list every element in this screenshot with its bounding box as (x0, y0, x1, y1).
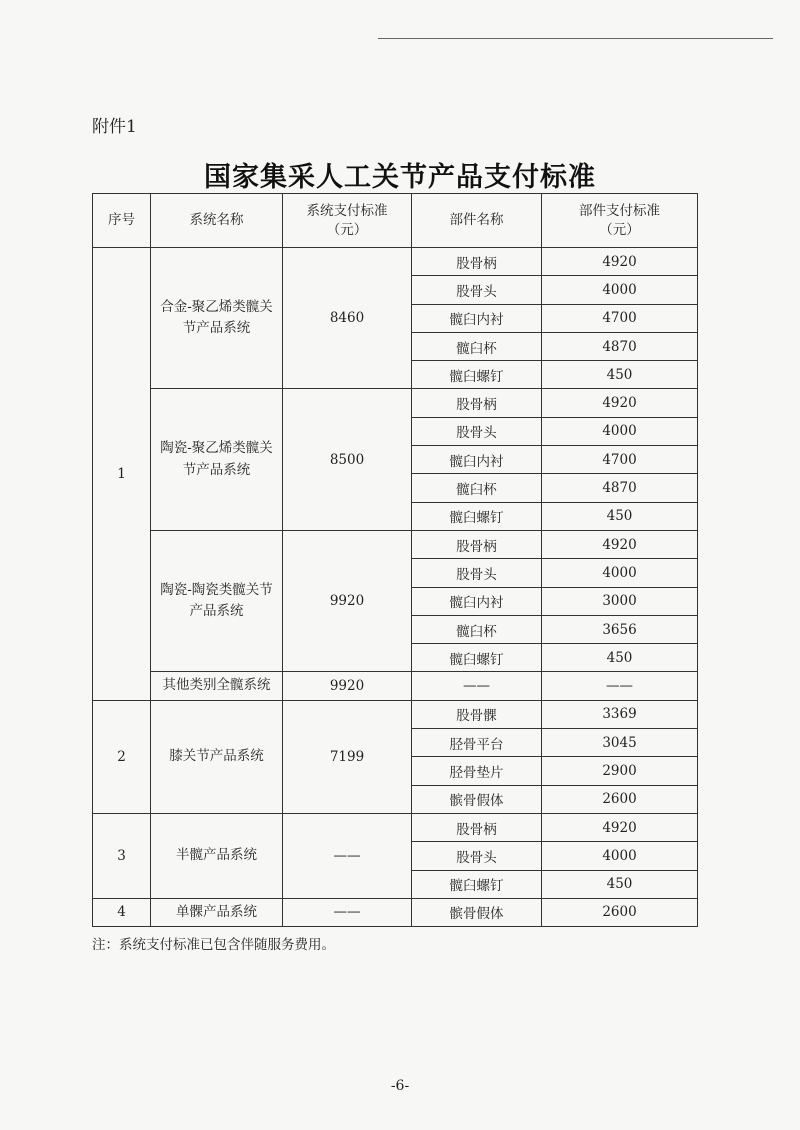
attachment-label: 附件1 (92, 117, 137, 137)
part-standard-cell: 3000 (542, 587, 698, 615)
part-name-cell: 髋臼杯 (412, 332, 542, 360)
part-standard-cell: 4700 (542, 446, 698, 474)
part-name-cell: 髋臼螺钉 (412, 870, 542, 898)
system-name-cell: 单髁产品系统 (151, 898, 283, 926)
table-row (93, 672, 698, 700)
part-name-cell: 股骨头 (412, 417, 542, 445)
header-system-standard-unit: （元） (326, 221, 368, 238)
system-name-cell: 陶瓷-陶瓷类髋关节产品系统 (151, 530, 283, 671)
system-standard-cell: —— (283, 813, 412, 898)
part-standard-cell: 2600 (542, 785, 698, 813)
part-name-cell: 髋臼内衬 (412, 304, 542, 332)
part-name-cell: 股骨头 (412, 559, 542, 587)
table-row (93, 813, 698, 841)
part-standard-cell: 450 (542, 361, 698, 389)
page-number: -6- (390, 1078, 410, 1094)
system-name-cell: 陶瓷-聚乙烯类髋关节产品系统 (151, 389, 283, 530)
group-number-cell: 3 (93, 813, 151, 898)
part-standard-cell: 2900 (542, 757, 698, 785)
table-row (93, 389, 698, 417)
part-name-cell: 股骨柄 (412, 813, 542, 841)
system-standard-cell: —— (283, 898, 412, 926)
table-row (93, 700, 698, 728)
part-standard-cell: 4870 (542, 474, 698, 502)
part-name-cell: 髋臼杯 (412, 474, 542, 502)
header-part-standard-label: 部件支付标准 (579, 203, 660, 220)
system-standard-cell: 7199 (283, 700, 412, 813)
header-part-standard-unit: （元） (599, 221, 640, 238)
part-name-cell: 髌骨假体 (412, 785, 542, 813)
part-standard-cell: —— (542, 672, 698, 700)
part-standard-cell: 450 (542, 502, 698, 530)
part-standard-cell: 4920 (542, 530, 698, 558)
part-name-cell: 髋臼杯 (412, 615, 542, 643)
part-name-cell: 髋臼内衬 (412, 446, 542, 474)
part-name-cell: —— (412, 672, 542, 700)
table-header-row (93, 194, 698, 248)
part-standard-cell: 4920 (542, 813, 698, 841)
part-standard-cell: 4920 (542, 389, 698, 417)
part-standard-cell: 4000 (542, 276, 698, 304)
system-standard-cell: 8460 (283, 248, 412, 389)
table-row (93, 898, 698, 926)
header-part-standard (542, 194, 698, 248)
header-system-standard-label: 系统支付标准 (306, 203, 388, 220)
header-rule (378, 38, 773, 39)
part-name-cell: 胫骨垫片 (412, 757, 542, 785)
system-name-cell: 其他类别全髋系统 (151, 672, 283, 700)
part-standard-cell: 3045 (542, 729, 698, 757)
part-standard-cell: 4000 (542, 417, 698, 445)
part-standard-cell: 3369 (542, 700, 698, 728)
part-standard-cell: 4920 (542, 248, 698, 276)
system-name-cell: 半髋产品系统 (151, 813, 283, 898)
part-name-cell: 股骨髁 (412, 700, 542, 728)
part-standard-cell: 450 (542, 644, 698, 672)
group-number-cell: 2 (93, 700, 151, 813)
part-name-cell: 髌骨假体 (412, 898, 542, 926)
table-body (93, 248, 698, 927)
part-name-cell: 髋臼螺钉 (412, 361, 542, 389)
part-name-cell: 股骨头 (412, 842, 542, 870)
part-standard-cell: 4000 (542, 559, 698, 587)
part-name-cell: 股骨头 (412, 276, 542, 304)
part-name-cell: 髋臼螺钉 (412, 644, 542, 672)
payment-standard-table (92, 193, 698, 927)
header-system-standard (283, 194, 412, 248)
footnote: 注：系统支付标准已包含伴随服务费用。 (92, 937, 335, 953)
part-standard-cell: 4700 (542, 304, 698, 332)
header-system-name: 系统名称 (151, 194, 283, 248)
part-standard-cell: 4870 (542, 332, 698, 360)
part-name-cell: 胫骨平台 (412, 729, 542, 757)
system-name-cell: 合金-聚乙烯类髋关节产品系统 (151, 248, 283, 389)
part-name-cell: 髋臼螺钉 (412, 502, 542, 530)
system-name-cell: 膝关节产品系统 (151, 700, 283, 813)
system-standard-cell: 9920 (283, 530, 412, 671)
header-no: 序号 (93, 194, 151, 248)
part-name-cell: 髋臼内衬 (412, 587, 542, 615)
header-part-name: 部件名称 (412, 194, 542, 248)
table-row (93, 530, 698, 558)
part-standard-cell: 3656 (542, 615, 698, 643)
part-standard-cell: 450 (542, 870, 698, 898)
part-standard-cell: 2600 (542, 898, 698, 926)
part-name-cell: 股骨柄 (412, 248, 542, 276)
document-title: 国家集采人工关节产品支付标准 (204, 162, 596, 193)
group-number-cell: 4 (93, 898, 151, 926)
part-standard-cell: 4000 (542, 842, 698, 870)
system-standard-cell: 9920 (283, 672, 412, 700)
group-number-cell: 1 (93, 248, 151, 701)
system-standard-cell: 8500 (283, 389, 412, 530)
table-row (93, 248, 698, 276)
part-name-cell: 股骨柄 (412, 389, 542, 417)
part-name-cell: 股骨柄 (412, 530, 542, 558)
